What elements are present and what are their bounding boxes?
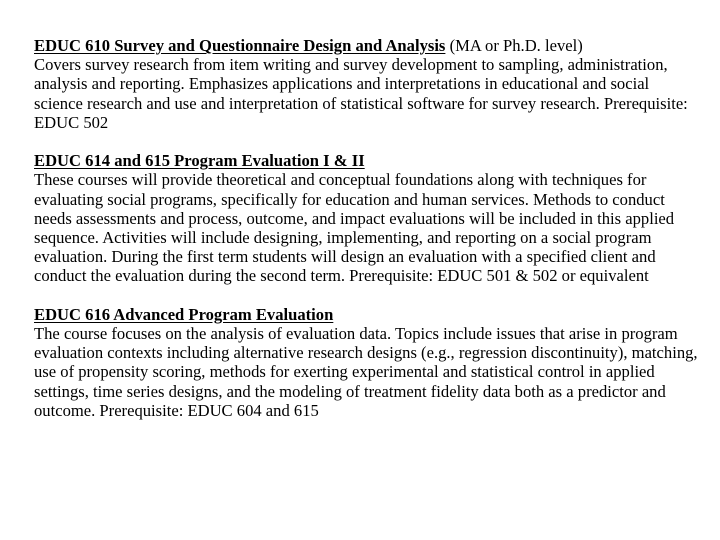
- course-title: EDUC 610 Survey and Questionnaire Design and Analysis: [34, 36, 446, 55]
- course-entry-educ-616: [34, 305, 700, 420]
- course-list: [34, 36, 700, 439]
- course-description: Covers survey research from item writing and survey development to sampling, administration, analysis and reporting. Emphasizes applications and interpretations in educational and social science research and use and interpretation of statistical software for survey research. Prerequisite: EDUC 502: [34, 55, 688, 132]
- course-entry-educ-610: [34, 36, 700, 132]
- course-level-note: (MA or Ph.D. level): [449, 36, 583, 55]
- course-entry-educ-614-615: [34, 151, 700, 285]
- course-description: These courses will provide theoretical and conceptual foundations along with techniques for evaluating social programs, specifically for education and human services. Methods to conduct needs assessments and process, outcome, and impact evaluations will be included in this applied sequence. Activities will include designing, implementing, and reporting on a social program evaluation. During the first term students will design an evaluation with a specified client and conduct the evaluation during the second term. Prerequisite: EDUC 501 & 502 or equivalent: [34, 170, 675, 286]
- course-description: The course focuses on the analysis of evaluation data. Topics include issues that arise in program evaluation contexts including alternative research designs (e.g., regression discontinuity), matching, use of propensity scoring, methods for exerting experimental and statistical control in applied settings, time series designs, and the modeling of treatment fidelity data both as a predictor and outcome. Prerequisite: EDUC 604 and 615: [34, 324, 698, 420]
- course-title: EDUC 616 Advanced Program Evaluation: [34, 304, 334, 324]
- course-title: EDUC 614 and 615 Program Evaluation I & II: [34, 151, 365, 171]
